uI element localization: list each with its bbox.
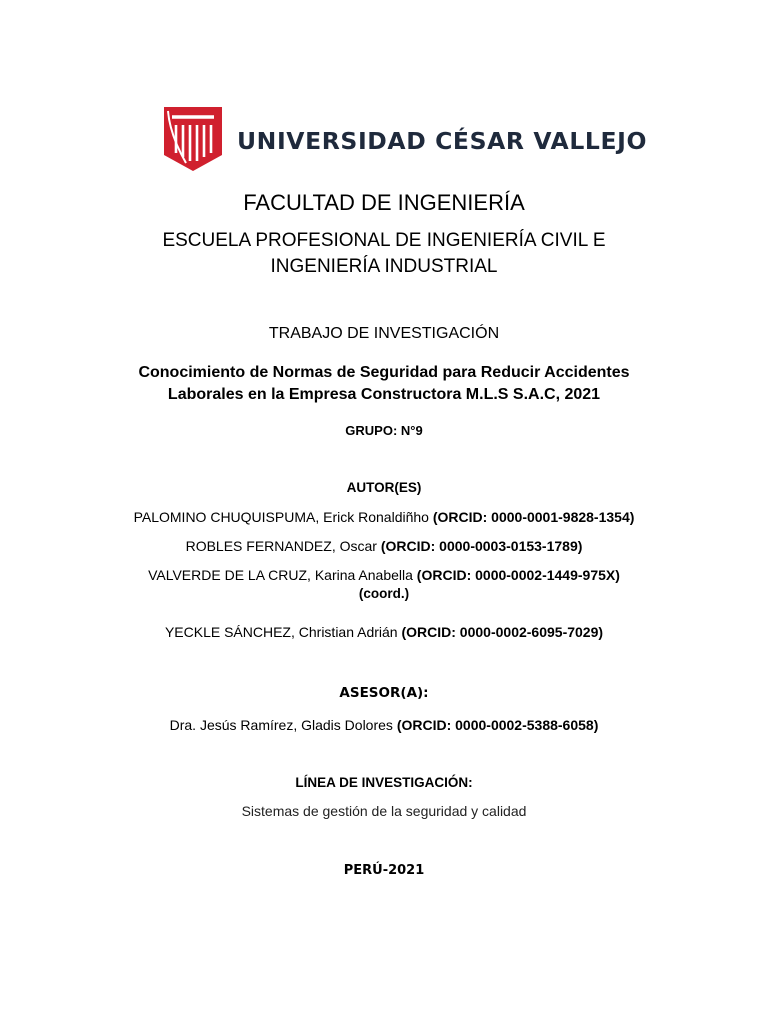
group-number: GRUPO: N°9: [345, 423, 423, 438]
document-title-line-2: Laborales en la Empresa Constructora M.L.S S.A.C, 2021: [167, 386, 601, 403]
school-name-line-1: ESCUELA PROFESIONAL DE INGENIERÍA CIVIL E: [162, 230, 606, 251]
author-entry: [0, 509, 768, 525]
school-name: [0, 228, 768, 280]
advisor-heading: ASESOR(A):: [339, 685, 429, 701]
author-name: VALVERDE DE LA CRUZ, Karina Anabella: [148, 567, 413, 583]
faculty-name: FACULTAD DE INGENIERÍA: [243, 190, 525, 215]
authors-heading: AUTOR(ES): [346, 480, 422, 495]
document-title-line-1: Conocimiento de Normas de Seguridad para Reducir Accidentes: [138, 364, 630, 381]
advisor-name: Dra. Jesús Ramírez, Gladis Dolores: [169, 717, 393, 733]
author-entry: [0, 567, 768, 583]
author-orcid: (ORCID: 0000-0001-9828-1354): [432, 509, 635, 525]
university-logo: [162, 105, 647, 173]
country-year: PERÚ-2021: [343, 863, 425, 878]
university-name: UNIVERSIDAD CÉSAR VALLEJO: [237, 127, 648, 155]
author-name: ROBLES FERNANDEZ, Oscar: [185, 538, 377, 554]
author-name: YECKLE SÁNCHEZ, Christian Adrián: [164, 624, 398, 640]
university-shield-icon: [162, 105, 224, 173]
advisor-orcid: (ORCID: 0000-0002-5388-6058): [396, 717, 599, 733]
document-title: [0, 362, 768, 406]
advisor-entry: [0, 717, 768, 733]
work-type: TRABAJO DE INVESTIGACIÓN: [268, 325, 500, 342]
author-entry: [0, 624, 768, 640]
school-name-line-2: INGENIERÍA INDUSTRIAL: [270, 256, 498, 277]
author-entry: [0, 538, 768, 554]
author-orcid: (ORCID: 0000-0002-1449-975X): [416, 567, 620, 583]
research-line-heading: LÍNEA DE INVESTIGACIÓN:: [295, 775, 473, 790]
author-orcid: (ORCID: 0000-0003-0153-1789): [380, 538, 583, 554]
coordinator-note: (coord.): [358, 586, 410, 601]
author-name: PALOMINO CHUQUISPUMA, Erick Ronaldiñho: [133, 509, 429, 525]
author-orcid: (ORCID: 0000-0002-6095-7029): [401, 624, 604, 640]
research-line: Sistemas de gestión de la seguridad y calidad: [241, 803, 527, 819]
